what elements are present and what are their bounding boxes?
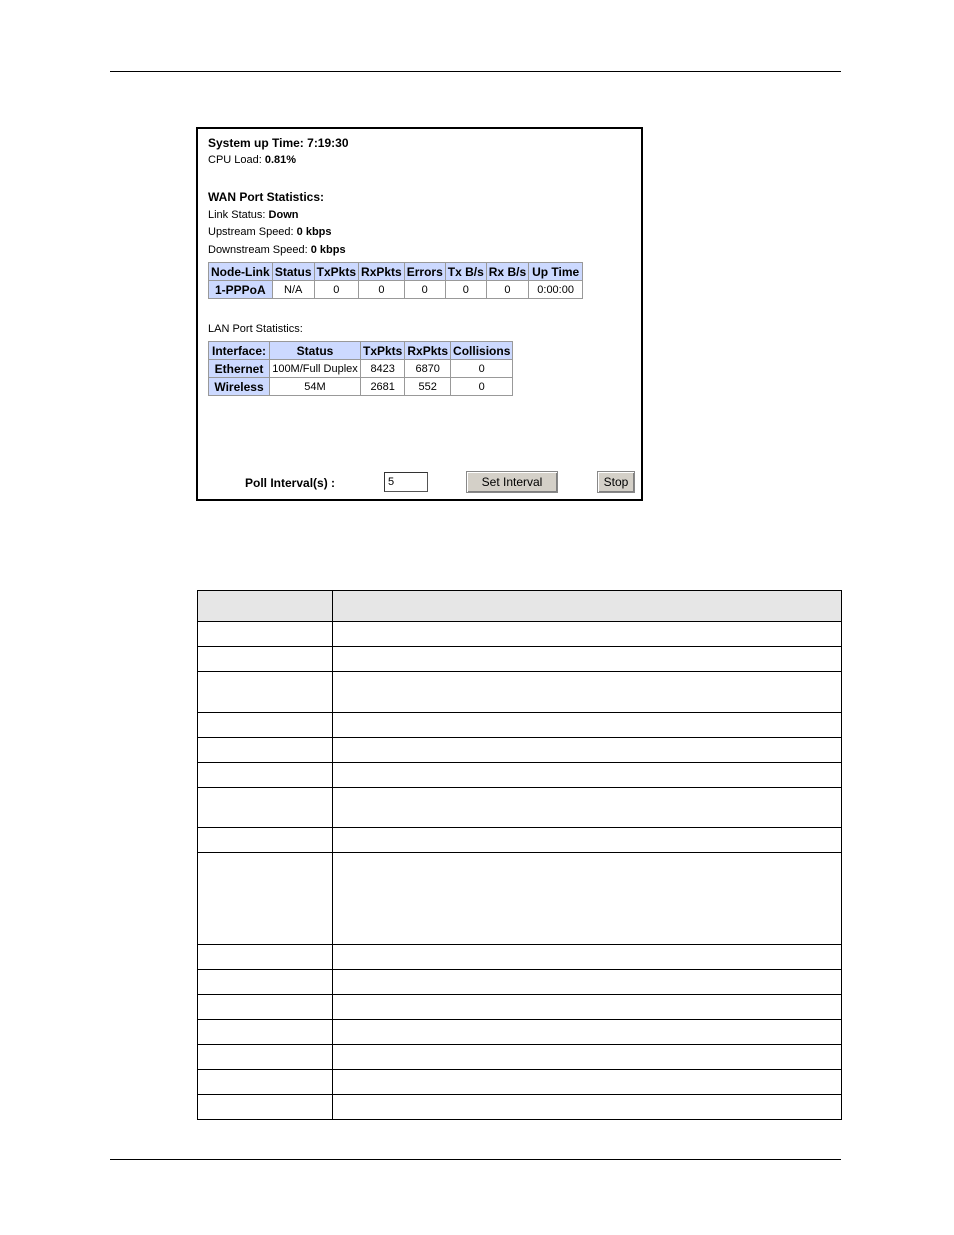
- table-row: [198, 713, 842, 738]
- table-row: [198, 738, 842, 763]
- description-table: [197, 590, 842, 1120]
- col-rxpkts: RxPkts: [359, 263, 405, 281]
- table-row: [198, 1020, 842, 1045]
- cell-collisions: 0: [451, 360, 513, 378]
- cell-up-time: 0:00:00: [529, 281, 583, 299]
- col-rxpkts: RxPkts: [405, 342, 451, 360]
- cell-txpkts: 8423: [361, 360, 405, 378]
- set-interval-button[interactable]: Set Interval: [466, 471, 558, 493]
- wan-stats-table: [208, 262, 583, 299]
- header-rule: [110, 71, 841, 72]
- footer-rule: [110, 1159, 841, 1160]
- cell-rx-bs: 0: [486, 281, 528, 299]
- col-txpkts: TxPkts: [361, 342, 405, 360]
- cell-tx-bs: 0: [445, 281, 486, 299]
- wan-heading: WAN Port Statistics:: [208, 190, 325, 204]
- col-node-link: Node-Link: [209, 263, 273, 281]
- cell-txpkts: 0: [314, 281, 358, 299]
- cell-status: 100M/Full Duplex: [270, 360, 361, 378]
- lan-stats-table: [208, 341, 513, 396]
- table-row: [209, 360, 513, 378]
- cpu-load: CPU Load: 0.81%: [208, 154, 297, 166]
- table-row: [198, 1045, 842, 1070]
- table-row: [198, 788, 842, 828]
- col-collisions: Collisions: [451, 342, 513, 360]
- cell-status: 54M: [270, 378, 361, 396]
- cell-node-link: 1-PPPoA: [209, 281, 273, 299]
- table-row: [198, 622, 842, 647]
- table-row: [198, 1070, 842, 1095]
- poll-interval-input[interactable]: [384, 472, 428, 492]
- table-row: [209, 378, 513, 396]
- lan-heading: LAN Port Statistics:: [208, 323, 303, 335]
- table-header-row: [209, 263, 583, 281]
- col-interface: Interface:: [209, 342, 270, 360]
- cell-interface: Wireless: [209, 378, 270, 396]
- system-up-time: System up Time: 7:19:30: [208, 136, 349, 150]
- col-errors: Errors: [404, 263, 445, 281]
- table-row: [198, 763, 842, 788]
- cell-rxpkts: 0: [359, 281, 405, 299]
- col-txpkts: TxPkts: [314, 263, 358, 281]
- upstream-speed: Upstream Speed: 0 kbps: [208, 226, 332, 238]
- table-row: [198, 672, 842, 713]
- cell-interface: Ethernet: [209, 360, 270, 378]
- table-row: [198, 995, 842, 1020]
- col-tx-bs: Tx B/s: [445, 263, 486, 281]
- downstream-speed: Downstream Speed: 0 kbps: [208, 244, 346, 256]
- stop-button[interactable]: Stop: [597, 471, 635, 493]
- table-row: [198, 1095, 842, 1120]
- cell-collisions: 0: [451, 378, 513, 396]
- link-status: Link Status: Down: [208, 209, 299, 221]
- cell-status: N/A: [272, 281, 314, 299]
- poll-interval-label: Poll Interval(s) :: [245, 476, 336, 490]
- table-row: [198, 945, 842, 970]
- table-header-row: [209, 342, 513, 360]
- table-row: [198, 828, 842, 853]
- col-status: Status: [270, 342, 361, 360]
- table-row: [209, 281, 583, 299]
- cell-txpkts: 2681: [361, 378, 405, 396]
- col-status: Status: [272, 263, 314, 281]
- cell-rxpkts: 6870: [405, 360, 451, 378]
- table-row: [198, 647, 842, 672]
- col-up-time: Up Time: [529, 263, 583, 281]
- cell-errors: 0: [404, 281, 445, 299]
- table-header-row: [198, 591, 842, 622]
- table-row: [198, 970, 842, 995]
- col-rx-bs: Rx B/s: [486, 263, 528, 281]
- table-row: [198, 853, 842, 945]
- statistics-panel: [196, 127, 643, 501]
- cell-rxpkts: 552: [405, 378, 451, 396]
